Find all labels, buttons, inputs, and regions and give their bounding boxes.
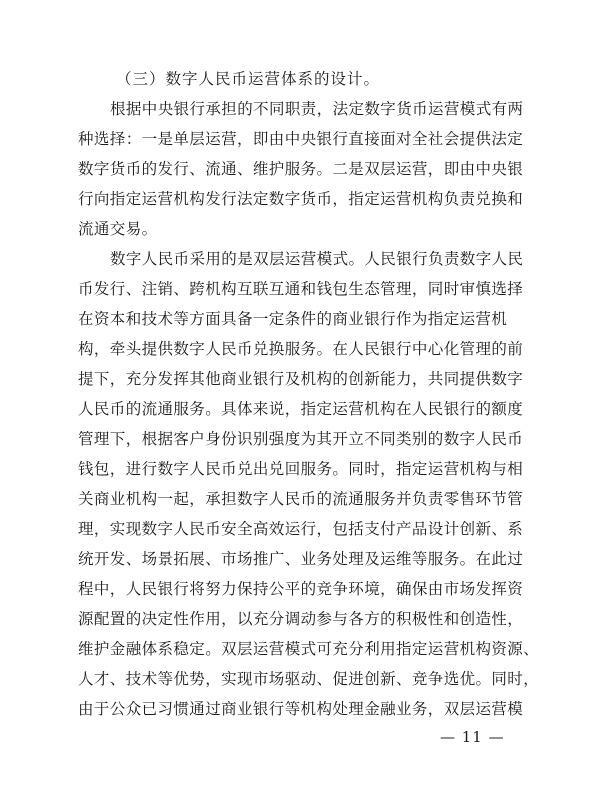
paragraph-line: 种选择：一是单层运营，即由中央银行直接面对全社会提供法定 — [78, 130, 524, 148]
section-heading: （三）数字人民币运营体系的设计。 — [116, 70, 381, 88]
paragraph-line: 在资本和技术等方面具备一定条件的商业银行作为指定运营机 — [78, 310, 508, 328]
paragraph-line: 根据中央银行承担的不同职责，法定数字货币运营模式有两 — [110, 100, 524, 118]
document-body — [78, 64, 540, 724]
paragraph-line: 钱包，进行数字人民币兑出兑回服务。同时，指定运营机构与相 — [78, 460, 524, 478]
paragraph-line: 程中，人民银行将努力保持公平的竞争环境，确保由市场发挥资 — [78, 580, 524, 598]
paragraph-line: 数字货币的发行、流通、维护服务。二是双层运营，即由中央银 — [78, 160, 524, 178]
paragraph-line: 提下，充分发挥其他商业银行及机构的创新能力，共同提供数字 — [78, 370, 524, 388]
paragraph-2 — [78, 244, 540, 724]
paragraph-line: 管理下，根据客户身份识别强度为其开立不同类别的数字人民币 — [78, 430, 524, 448]
paragraph-line: 行向指定运营机构发行法定数字货币，指定运营机构负责兑换和 — [78, 190, 524, 208]
paragraph-line: 构，牵头提供数字人民币兑换服务。在人民银行中心化管理的前 — [78, 340, 524, 358]
paragraph-line: 维护金融体系稳定。双层运营模式可充分利用指定运营机构资源、 — [78, 640, 540, 658]
paragraph-line: 由于公众已习惯通过商业银行等机构处理金融业务，双层运营模 — [78, 700, 524, 718]
paragraph-line: 关商业机构一起，承担数字人民币的流通服务并负责零售环节管 — [78, 490, 524, 508]
paragraph-1 — [78, 94, 528, 244]
page-number: — 11 — — [440, 728, 505, 746]
paragraph-line: 数字人民币采用的是双层运营模式。人民银行负责数字人民 — [110, 250, 524, 268]
paragraph-line: 流通交易。 — [78, 220, 158, 238]
paragraph-line: 人民币的流通服务。具体来说，指定运营机构在人民银行的额度 — [78, 400, 524, 418]
paragraph-line: 人才、技术等优势，实现市场驱动、促进创新、竞争选优。同时， — [78, 670, 540, 688]
paragraph-line: 统开发、场景拓展、市场推广、业务处理及运维等服务。在此过 — [78, 550, 524, 568]
paragraph-line: 币发行、注销、跨机构互联互通和钱包生态管理，同时审慎选择 — [78, 280, 524, 298]
paragraph-line: 理，实现数字人民币安全高效运行，包括支付产品设计创新、系 — [78, 520, 524, 538]
paragraph-line: 源配置的决定性作用，以充分调动参与各方的积极性和创造性， — [78, 610, 524, 628]
